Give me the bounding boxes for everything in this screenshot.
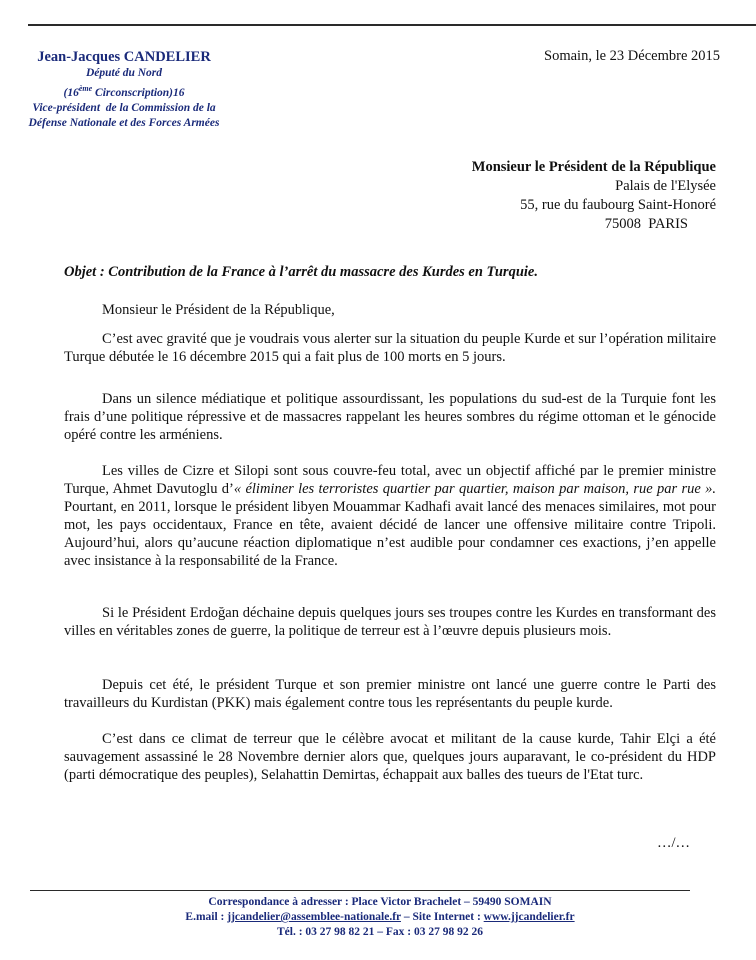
recipient-city: 75008 PARIS	[604, 216, 688, 232]
paragraph-5: Depuis cet été, le président Turque et son premier ministre ont lancé une guerre contre le Parti des travailleurs du Kurdistan (PKK) mais également contre tous les représentants du peuple kurde.	[64, 677, 716, 711]
paragraph-4: Si le Président Erdoğan déchaine depuis quelques jours ses troupes contre les Kurdes en transformant des villes en véritables zones de guerre, la politique de terreur est à l’œuvre depuis plusieurs mois.	[64, 605, 716, 639]
website-link[interactable]: www.jjcandelier.fr	[483, 911, 575, 923]
top-rule	[28, 24, 756, 26]
letter-subject: Objet : Contribution de la France à l’arrêt du massacre des Kurdes en Turquie.	[64, 264, 538, 280]
footer-phone: Tél. : 03 27 98 82 21 – Fax : 03 27 98 92 26	[276, 926, 484, 938]
recipient-address	[400, 158, 716, 234]
footer	[70, 895, 690, 940]
recipient-name: Monsieur le Président de la République	[471, 159, 716, 175]
footer-rule	[30, 890, 690, 891]
sender-role-2: Défense Nationale et des Forces Armées	[28, 116, 220, 129]
quote: « éliminer les terroristes quartier par quartier, maison par maison, rue par rue ».	[233, 481, 716, 497]
recipient-line-3: 55, rue du faubourg Saint-Honoré	[520, 197, 716, 213]
paragraph-3: Les villes de Cizre et Silopi sont sous couvre-feu total, avec un objectif affiché par le premier ministre Turque, Ahmet Davutoglu d’« éliminer les terroristes quartier par quartier, maison par maison, rue par rue ». Pourtant, en 2011, lorsque le président libyen Mouammar Kadhafi avait lancé des menaces similaires, mot pour mot, les pays occidentaux, France en tête, avaient décidé de lancer une offensive militaire contre Tripoli. Aujourd’hui, alors qu’aucune réaction diplomatique n’est audible pour condamner ces exactions, j’en appelle avec insistance à la responsabilité de la France.	[64, 463, 716, 569]
sender-title: Député du Nord	[85, 67, 163, 79]
email-link[interactable]: jjcandelier@assemblee-nationale.fr	[227, 911, 401, 923]
sender-name: Jean-Jacques CANDELIER	[37, 49, 211, 65]
letter-date: Somain, le 23 Décembre 2015	[544, 48, 720, 64]
footer-contact: E.mail : jjcandelier@assemblee-nationale.fr – Site Internet : www.jjcandelier.fr	[185, 911, 575, 923]
paragraph-2: Dans un silence médiatique et politique assourdissant, les populations du sud-est de la Turquie font les frais d’une politique répressive et de massacres rappelant les heures sombres du régime ottoman et le génocide opéré contre les arméniens.	[64, 391, 716, 443]
paragraph-6: C’est dans ce climat de terreur que le célèbre avocat et militant de la cause kurde, Tahir Elçi a été sauvagement assassiné le 28 Novembre dernier alors que, quelques jours auparavant, le co-président du HDP (parti démocratique des peuples), Selahattin Demirtas, échappait aux balles des tueurs de l'Etat turc.	[64, 731, 716, 783]
continuation-mark: …/…	[656, 835, 690, 851]
salutation: Monsieur le Président de la République,	[102, 302, 335, 318]
sender-role-1: Vice-président de la Commission de la	[32, 101, 216, 114]
recipient-line-2: Palais de l'Elysée	[615, 178, 716, 194]
sender-constituency: (16ème Circonscription)16	[63, 84, 185, 99]
sender-block	[8, 48, 240, 131]
footer-address: Correspondance à adresser : Place Victor Brachelet – 59490 SOMAIN	[208, 896, 552, 908]
paragraph-1: C’est avec gravité que je voudrais vous alerter sur la situation du peuple Kurde et sur l’opération militaire Turque débutée le 16 décembre 2015 qui a fait plus de 100 morts en 5 jours.	[64, 331, 716, 365]
